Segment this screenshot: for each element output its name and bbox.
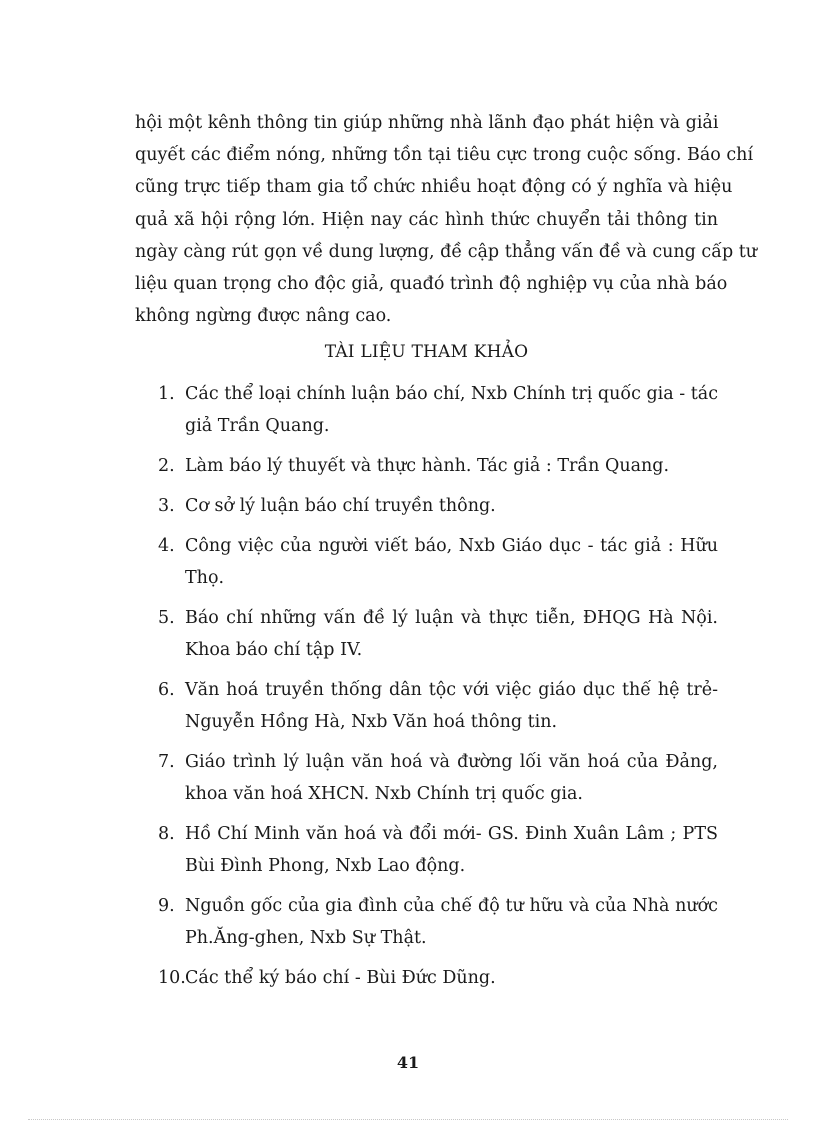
reference-number: 4. bbox=[158, 535, 175, 556]
body-line: cũng trực tiếp tham gia tổ chức nhiều hoạt động có ý nghĩa và hiệu bbox=[135, 177, 733, 198]
body-paragraph bbox=[135, 107, 758, 332]
reference-number: 2. bbox=[158, 456, 175, 477]
page-number: 41 bbox=[396, 1053, 420, 1072]
references-heading: TÀI LIỆU THAM KHẢO bbox=[324, 342, 529, 362]
reference-line: khoa văn hoá XHCN. Nxb Chính trị quốc gia. bbox=[185, 784, 583, 805]
reference-item bbox=[158, 746, 718, 811]
body-line: liệu quan trọng cho độc giả, quađó trình độ nghiệp vụ của nhà báo bbox=[135, 274, 728, 295]
reference-line: Công việc của người viết báo, Nxb Giáo dục - tác giả : Hữu bbox=[185, 535, 718, 556]
reference-number: 10. bbox=[158, 968, 186, 989]
reference-line: Khoa báo chí tập IV. bbox=[185, 640, 363, 661]
reference-number: 3. bbox=[158, 495, 175, 516]
body-line: quyết các điểm nóng, những tồn tại tiêu cực trong cuộc sống. Báo chí bbox=[135, 145, 754, 166]
reference-item bbox=[158, 490, 718, 522]
reference-item bbox=[158, 962, 718, 994]
reference-line: Cơ sở lý luận báo chí truyền thông. bbox=[185, 495, 496, 516]
reference-item bbox=[158, 530, 718, 595]
body-line: hội một kênh thông tin giúp những nhà lãnh đạo phát hiện và giải bbox=[135, 113, 719, 133]
reference-number: 9. bbox=[158, 896, 175, 917]
reference-line: Văn hoá truyền thống dân tộc với việc giáo dục thế hệ trẻ- bbox=[185, 679, 718, 700]
reference-item bbox=[158, 378, 718, 443]
reference-item bbox=[158, 450, 718, 482]
reference-item bbox=[158, 818, 718, 883]
reference-item bbox=[158, 890, 718, 955]
body-line: không ngừng được nâng cao. bbox=[135, 306, 392, 327]
page-bottom-divider bbox=[28, 1119, 788, 1120]
reference-line: Ph.Ăng-ghen, Nxb Sự Thật. bbox=[185, 928, 427, 949]
reference-line: Hồ Chí Minh văn hoá và đổi mới- GS. Đinh Xuân Lâm ; PTS bbox=[185, 824, 718, 845]
reference-number: 7. bbox=[158, 751, 175, 772]
references-list bbox=[158, 378, 718, 1002]
reference-item bbox=[158, 602, 718, 667]
reference-number: 8. bbox=[158, 824, 175, 845]
reference-line: Các thể loại chính luận báo chí, Nxb Chính trị quốc gia - tác bbox=[185, 384, 718, 404]
reference-line: Làm báo lý thuyết và thực hành. Tác giả : Trần Quang. bbox=[185, 456, 670, 477]
reference-line: Báo chí những vấn đề lý luận và thực tiễn, ĐHQG Hà Nội. bbox=[185, 607, 718, 628]
reference-line: Nguồn gốc của gia đình của chế độ tư hữu và của Nhà nước bbox=[185, 896, 718, 917]
reference-line: Giáo trình lý luận văn hoá và đường lối văn hoá của Đảng, bbox=[185, 751, 718, 772]
reference-number: 5. bbox=[158, 607, 175, 628]
body-line: ngày càng rút gọn về dung lượng, đề cập thẳng vấn đề và cung cấp tư bbox=[135, 241, 758, 262]
reference-line: Bùi Đình Phong, Nxb Lao động. bbox=[185, 856, 466, 877]
reference-number: 6. bbox=[158, 679, 175, 700]
body-line: quả xã hội rộng lớn. Hiện nay các hình thức chuyển tải thông tin bbox=[135, 209, 718, 230]
reference-line: giả Trần Quang. bbox=[185, 416, 330, 437]
reference-item bbox=[158, 674, 718, 739]
reference-number: 1. bbox=[158, 384, 175, 404]
reference-line: Nguyễn Hồng Hà, Nxb Văn hoá thông tin. bbox=[185, 712, 558, 733]
reference-line: Thọ. bbox=[185, 567, 225, 588]
reference-line: Các thể ký báo chí - Bùi Đức Dũng. bbox=[185, 968, 496, 989]
